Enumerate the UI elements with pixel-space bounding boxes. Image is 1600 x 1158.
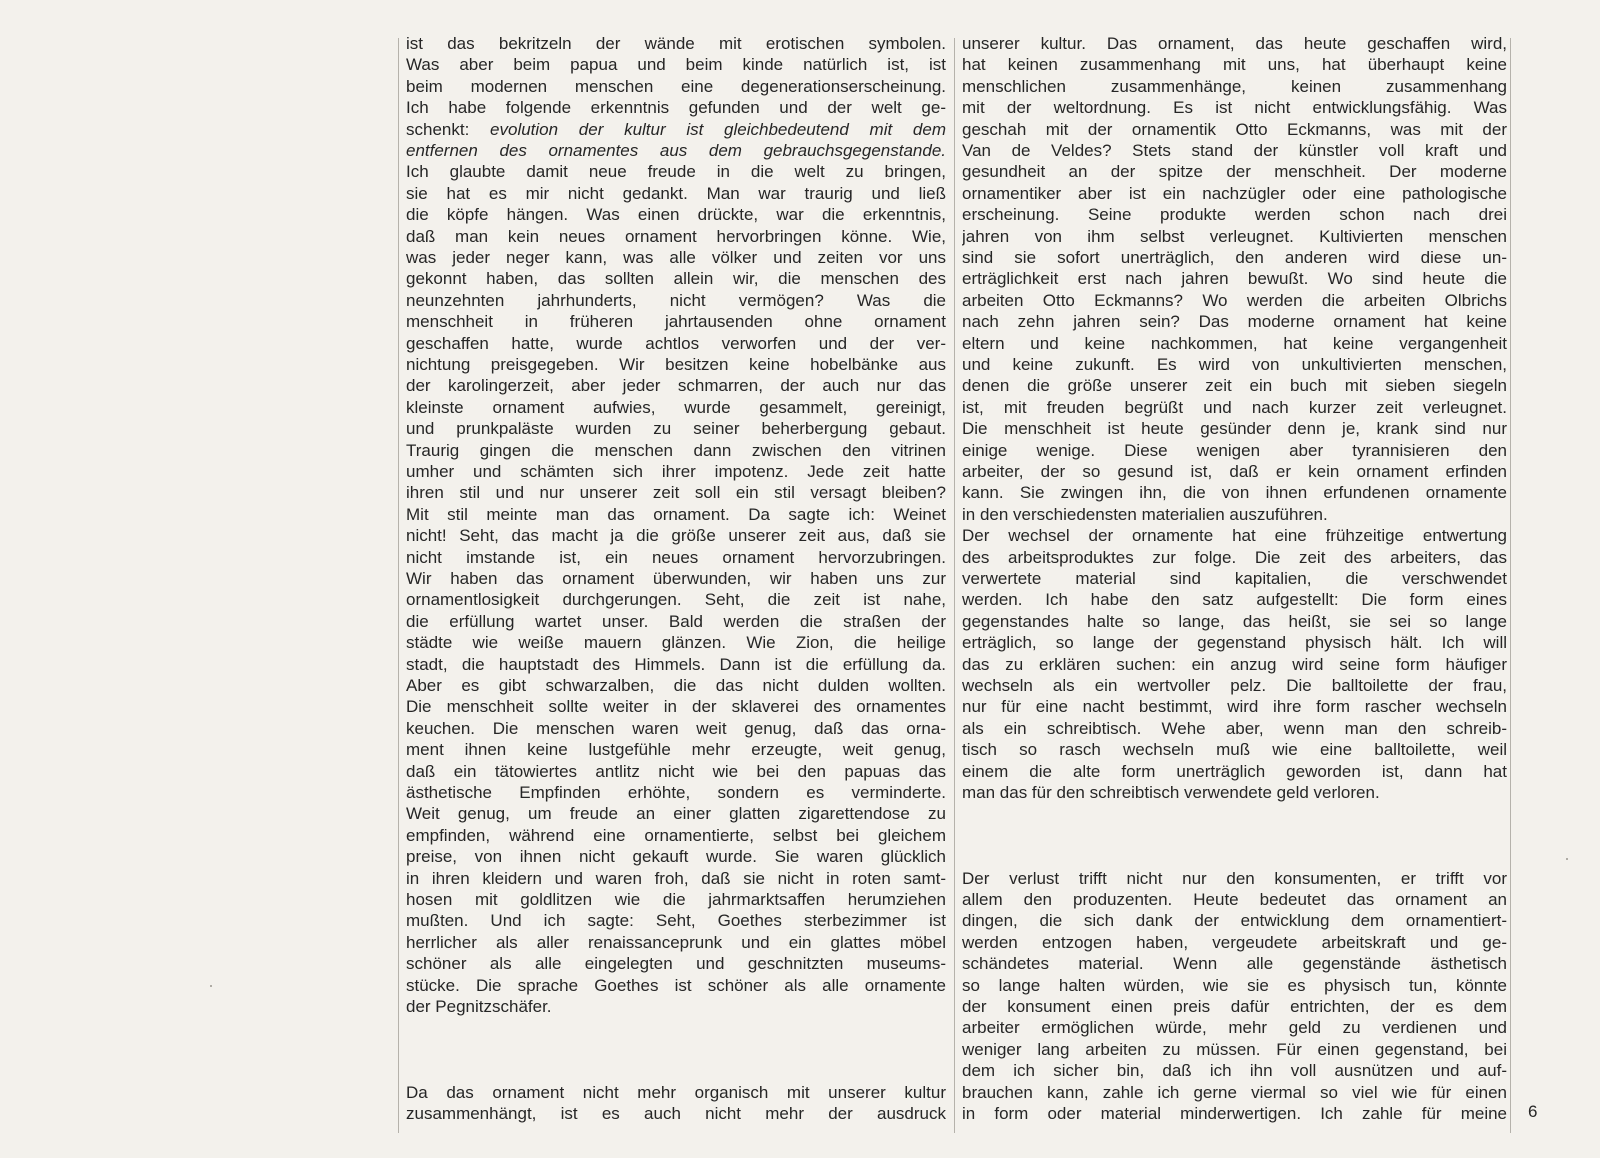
- line-text: verwertete material sind kapitalien, die verschwendet: [962, 569, 1507, 588]
- right-column-line: [962, 397, 1507, 419]
- right-column-line: [962, 76, 1507, 98]
- right-column-line: [962, 33, 1507, 55]
- line-text: arbeiten Otto Eckmanns? Wo werden die arbeiten Olbrichs: [962, 290, 1507, 310]
- line-text: brauchen kann, zahle ich gerne viermal so viel wie für einen: [962, 1082, 1507, 1102]
- left-column-line: [406, 311, 946, 333]
- right-column-line: [962, 910, 1507, 932]
- line-text: werden. Ich habe den satz aufgestellt: Die form eines: [962, 590, 1507, 610]
- left-column-line: [406, 803, 946, 825]
- line-text: Ich glaubte damit neue freude in die welt zu bringen,: [406, 162, 946, 182]
- line-text: nicht! Seht, das macht ja die größe unserer zeit aus, daß sie: [406, 526, 946, 546]
- emphasized-text: evolution der kultur ist gleichbedeutend mit dem: [490, 119, 946, 139]
- line-text: erscheinung. Seine produkte werden schon nach drei: [962, 205, 1507, 225]
- line-text: ornamentlosigkeit durchgerungen. Seht, die zeit ist nahe,: [406, 590, 946, 610]
- line-text: das zu erklären suchen: ein anzug wird seine form häufiger: [962, 654, 1507, 674]
- line-text: die köpfe hängen. Was einen drückte, war die erkenntnis,: [406, 205, 946, 225]
- right-column-line: [962, 739, 1507, 761]
- right-column-line: [962, 568, 1507, 590]
- line-text: in den verschiedensten materialien auszuführen.: [962, 504, 1328, 524]
- line-text: weniger lang arbeiten zu müssen. Für einen gegenstand, bei: [962, 1039, 1507, 1059]
- line-text: erträglich, so lange der gegenstand physisch hält. Ich will: [962, 633, 1507, 653]
- left-column-line: [406, 1082, 946, 1104]
- right-column-line: [962, 1039, 1507, 1061]
- right-column-line: [962, 418, 1507, 440]
- emphasized-text: entfernen des ornamentes aus dem gebrauchsgegenstande.: [406, 141, 946, 160]
- line-text: gekonnt haben, das sollten allein wir, die menschen des: [406, 269, 946, 289]
- line-text: man das für den schreibtisch verwendete geld verloren.: [962, 783, 1380, 802]
- line-text: Weit genug, um freude an einer glatten zigarettendose zu: [406, 804, 946, 824]
- left-column-line: [406, 825, 946, 847]
- line-text: kleinste ornament aufwies, wurde gesammelt, gereinigt,: [406, 397, 946, 417]
- line-text: stücke. Die sprache Goethes ist schöner als alle ornamente: [406, 975, 946, 995]
- line-text: so lange halten würden, wie sie es physisch tun, könnte: [962, 975, 1507, 995]
- line-text: gesundheit an der spitze der menschheit. Der moderne: [962, 162, 1507, 182]
- line-text: umher und schämten sich ihrer impotenz. Jede zeit hatte: [406, 462, 946, 481]
- line-text: Da das ornament nicht mehr organisch mit unserer kultur: [406, 1082, 946, 1102]
- line-text: dem ich sicher bin, daß ich ihn voll ausnützen und auf-: [962, 1061, 1507, 1081]
- line-text: Aber es gibt schwarzalben, die das nicht dulden wollten.: [406, 676, 946, 695]
- right-column-line: [962, 461, 1507, 483]
- left-column-line: [406, 183, 946, 205]
- line-text: Wir haben das ornament überwunden, wir haben uns zur: [406, 569, 946, 588]
- line-text: einige wenige. Diese wenigen aber tyrannisieren den: [962, 440, 1507, 460]
- line-text: menschheit in früheren jahrtausenden ohne ornament: [406, 312, 946, 332]
- line-text: nicht imstande ist, ein neues ornament hervorzubringen.: [406, 547, 946, 567]
- line-text: herrlicher als aller renaissanceprunk und ein glattes möbel: [406, 932, 946, 952]
- right-column-line: [962, 696, 1507, 718]
- line-text: nur für eine nacht bestimmt, wird ihre form rascher wechseln: [962, 697, 1507, 717]
- line-text: Mit stil meinte man das ornament. Da sagte ich: Weinet: [406, 504, 946, 524]
- line-text: ment ihnen keine lustgefühle mehr erzeugte, weit genug,: [406, 740, 946, 760]
- left-column-line: [406, 290, 946, 312]
- line-text: arbeiter ermöglichen würde, mehr geld zu verdienen und: [962, 1018, 1507, 1038]
- left-column-line: [406, 482, 946, 504]
- line-text: ist das bekritzeln der wände mit erotischen symbolen.: [406, 34, 946, 53]
- line-text: dingen, die sich dank der entwicklung dem ornamentiert-: [962, 911, 1507, 931]
- column-rule-middle: [954, 38, 955, 1133]
- right-column-line: [962, 504, 1507, 526]
- left-column-line: [406, 739, 946, 761]
- line-text: kann. Sie zwingen ihn, die von ihnen erfundenen ornamente: [962, 483, 1507, 503]
- left-column-line: [406, 868, 946, 890]
- left-column-line: [406, 782, 946, 804]
- line-text: der karolingerzeit, aber jeder schmarren, der auch nur das: [406, 376, 946, 396]
- left-column-line: [406, 354, 946, 376]
- line-text: städte wie weiße mauern glänzen. Wie Zion, die heilige: [406, 633, 946, 653]
- line-text: stadt, die hauptstadt des Himmels. Dann ist die erfüllung da.: [406, 654, 946, 674]
- line-text: in ihren kleidern und waren froh, daß sie nicht in roten samt-: [406, 868, 946, 888]
- right-column-line: [962, 589, 1507, 611]
- line-text: menschlichen zusammenhänge, keinen zusammenhang: [962, 76, 1507, 96]
- line-text: ist, mit freuden begrüßt und nach kurzer zeit verleugnet.: [962, 397, 1507, 417]
- left-column-line: [406, 975, 946, 997]
- left-column-line: [406, 632, 946, 654]
- line-text: neunzehnten jahrhunderts, nicht vermögen? Was die: [406, 290, 946, 310]
- line-text: was jeder neger kann, was alle völker und zeiten vor uns: [406, 248, 946, 267]
- left-column-line: [406, 33, 946, 55]
- line-text: hat keinen zusammenhang mit uns, hat überhaupt keine: [962, 55, 1507, 75]
- left-column-line: [406, 718, 946, 740]
- line-text: in form oder material minderwertigen. Ich zahle für meine: [962, 1104, 1507, 1123]
- line-text: preise, von ihnen nicht gekauft wurde. Sie waren glücklich: [406, 847, 946, 867]
- line-text: Was aber beim papua und beim kinde natürlich ist, ist: [406, 55, 946, 75]
- right-column-line: [962, 247, 1507, 269]
- line-text: empfinden, während eine ornamentierte, selbst bei gleichem: [406, 825, 946, 845]
- left-column-line: [406, 932, 946, 954]
- left-column-line: [406, 1103, 946, 1125]
- left-column-line: [406, 547, 946, 569]
- line-text: zusammenhängt, ist es auch nicht mehr der ausdruck: [406, 1104, 946, 1123]
- page-number: 6: [1528, 1102, 1538, 1121]
- right-column-line: [962, 482, 1507, 504]
- right-column-line: [962, 611, 1507, 633]
- left-column-line: [406, 696, 946, 718]
- line-text: nach zehn jahren sein? Das moderne ornament hat keine: [962, 312, 1507, 332]
- left-column-line: [406, 333, 946, 355]
- left-column-line: [406, 418, 946, 440]
- line-text: unserer kultur. Das ornament, das heute geschaffen wird,: [962, 34, 1507, 53]
- right-column-line: [962, 632, 1507, 654]
- left-column-line: [406, 953, 946, 975]
- left-column-line: [406, 589, 946, 611]
- left-column-line: [406, 910, 946, 932]
- line-text: Die menschheit sollte weiter in der sklaverei des ornamentes: [406, 697, 946, 717]
- right-column-line: [962, 1017, 1507, 1039]
- right-column-line: [962, 140, 1507, 162]
- left-column-line: [406, 461, 946, 483]
- paper-speck: [210, 985, 212, 987]
- right-column-line: [962, 54, 1507, 76]
- left-column-line: [406, 161, 946, 183]
- line-text: wechseln als ein wertvoller pelz. Die balltoilette der frau,: [962, 676, 1507, 695]
- left-column-line: [406, 889, 946, 911]
- line-text: schenkt:: [406, 119, 491, 139]
- left-column-line: [406, 226, 946, 248]
- left-column-line: [406, 675, 946, 697]
- line-text: mit der weltordnung. Es ist nicht entwicklungsfähig. Was: [962, 98, 1507, 118]
- line-text: denen die größe unserer zeit ein buch mit sieben siegeln: [962, 376, 1507, 396]
- line-text: tisch so rasch wechseln muß wie eine balltoilette, weil: [962, 740, 1507, 760]
- right-column-line: [962, 354, 1507, 376]
- column-rule-right: [1510, 38, 1511, 1133]
- right-column-line: [962, 268, 1507, 290]
- line-text: schöner als alle eingelegten und geschnitzten museums-: [406, 954, 946, 974]
- line-text: Traurig gingen die menschen dann zwischen den vitrinen: [406, 440, 946, 460]
- line-text: als ein schreibtisch. Wehe aber, wenn man den schreib-: [962, 718, 1507, 738]
- right-column-line: [962, 183, 1507, 205]
- column-rule-left: [398, 38, 399, 1133]
- line-text: und keine zukunft. Es wird von unkultivierten menschen,: [962, 355, 1507, 374]
- line-text: sie hat es mir nicht gedankt. Man war traurig und ließ: [406, 183, 946, 203]
- right-column-line: [962, 161, 1507, 183]
- left-column-line: [406, 654, 946, 676]
- left-column-line: [406, 119, 946, 141]
- left-column-line: [406, 568, 946, 590]
- text-column-left: [406, 33, 946, 1133]
- line-text: Die menschheit ist heute gesünder denn je, krank sind nur: [962, 419, 1507, 439]
- left-column-line: [406, 268, 946, 290]
- line-text: werden entzogen haben, vergeudete arbeitskraft und ge-: [962, 932, 1507, 952]
- line-text: und prunkpaläste wurden zu seiner beherbergung gebaut.: [406, 419, 946, 439]
- right-column-line: [962, 547, 1507, 569]
- left-column-line: [406, 204, 946, 226]
- right-column-line: [962, 375, 1507, 397]
- right-column-line: [962, 654, 1507, 676]
- line-text: hosen mit goldlitzen wie die jahrmarktsaffen herumziehen: [406, 890, 946, 909]
- line-text: geschah mit der ornamentik Otto Eckmanns, was mit der: [962, 119, 1507, 139]
- right-column-line: [962, 1103, 1507, 1125]
- left-column-line: [406, 247, 946, 269]
- line-text: einem die alte form unerträglich geworden ist, dann hat: [962, 761, 1507, 781]
- line-text: nichtung preisgegeben. Wir besitzen keine hobelbänke aus: [406, 355, 946, 374]
- line-text: daß man kein neues ornament hervorbringen könne. Wie,: [406, 226, 946, 246]
- line-text: Der wechsel der ornamente hat eine frühzeitige entwertung: [962, 526, 1507, 546]
- right-column-line: [962, 675, 1507, 697]
- line-text: beim modernen menschen eine degenerationserscheinung.: [406, 76, 946, 96]
- left-column-line: [406, 397, 946, 419]
- right-column-line: [962, 782, 1507, 804]
- left-column-line: [406, 996, 946, 1018]
- line-text: des arbeitsproduktes zur folge. Die zeit des arbeiters, das: [962, 547, 1507, 567]
- right-column-line: [962, 204, 1507, 226]
- right-column-line: [962, 868, 1507, 890]
- right-column-line: [962, 290, 1507, 312]
- line-text: mußten. Und ich sagte: Seht, Goethes sterbezimmer ist: [406, 911, 946, 931]
- right-column-line: [962, 119, 1507, 141]
- text-column-right: [962, 33, 1507, 1133]
- left-column-line: [406, 761, 946, 783]
- line-text: Der verlust trifft nicht nur den konsumenten, er trifft vor: [962, 868, 1507, 888]
- right-column-line: [962, 718, 1507, 740]
- line-text: Ich habe folgende erkenntnis gefunden und der welt ge-: [406, 98, 946, 118]
- right-column-line: [962, 932, 1507, 954]
- right-column-line: [962, 975, 1507, 997]
- line-text: die erfüllung wartet unser. Bald werden die straßen der: [406, 611, 946, 631]
- line-text: der konsument einen preis dafür entrichten, der es dem: [962, 997, 1507, 1016]
- line-text: Van de Veldes? Stets stand der künstler voll kraft und: [962, 141, 1507, 160]
- left-column-line: [406, 525, 946, 547]
- line-text: daß ein tätowiertes antlitz nicht wie bei den papuas das: [406, 761, 946, 781]
- line-text: ornamentiker aber ist ein nachzügler oder eine pathologische: [962, 183, 1507, 203]
- left-column-line: [406, 97, 946, 119]
- line-text: eltern und keine nachkommen, hat keine vergangenheit: [962, 333, 1507, 353]
- left-column-line: [406, 504, 946, 526]
- line-text: geschaffen hatte, wurde achtlos verworfen und der ver-: [406, 333, 946, 353]
- right-column-line: [962, 996, 1507, 1018]
- line-text: ihren stil und nur unserer zeit soll ein stil versagt bleiben?: [406, 483, 946, 503]
- line-text: arbeiter, der so gesund ist, daß er kein ornament erfinden: [962, 462, 1507, 481]
- left-column-line: [406, 54, 946, 76]
- line-text: der Pegnitzschäfer.: [406, 997, 552, 1016]
- line-text: allem den produzenten. Heute bedeutet das ornament an: [962, 890, 1507, 909]
- paper-speck: [1566, 858, 1568, 860]
- right-column-line: [962, 889, 1507, 911]
- right-column-line: [962, 97, 1507, 119]
- right-column-line: [962, 333, 1507, 355]
- right-column-line: [962, 525, 1507, 547]
- line-text: jahren von ihm selbst verleugnet. Kultivierten menschen: [962, 226, 1507, 246]
- right-column-line: [962, 226, 1507, 248]
- left-column-line: [406, 611, 946, 633]
- line-text: ästhetische Empfinden erhöhte, sondern es verminderte.: [406, 783, 946, 802]
- line-text: erträglichkeit erst nach jahren bewußt. Wo sind heute die: [962, 269, 1507, 289]
- left-column-line: [406, 846, 946, 868]
- line-text: gegenstandes halte so lange, das heißt, sie sei so lange: [962, 611, 1507, 631]
- right-column-line: [962, 311, 1507, 333]
- line-text: keuchen. Die menschen waren weit genug, daß das orna-: [406, 718, 946, 738]
- right-column-line: [962, 1082, 1507, 1104]
- left-column-line: [406, 76, 946, 98]
- left-column-line: [406, 375, 946, 397]
- left-column-line: [406, 440, 946, 462]
- right-column-line: [962, 440, 1507, 462]
- line-text: sind sie sofort unerträglich, den anderen wird diese un-: [962, 248, 1507, 267]
- right-column-line: [962, 953, 1507, 975]
- right-column-line: [962, 761, 1507, 783]
- right-column-line: [962, 1060, 1507, 1082]
- line-text: schändetes material. Wenn alle gegenstände ästhetisch: [962, 954, 1507, 974]
- left-column-line: [406, 140, 946, 162]
